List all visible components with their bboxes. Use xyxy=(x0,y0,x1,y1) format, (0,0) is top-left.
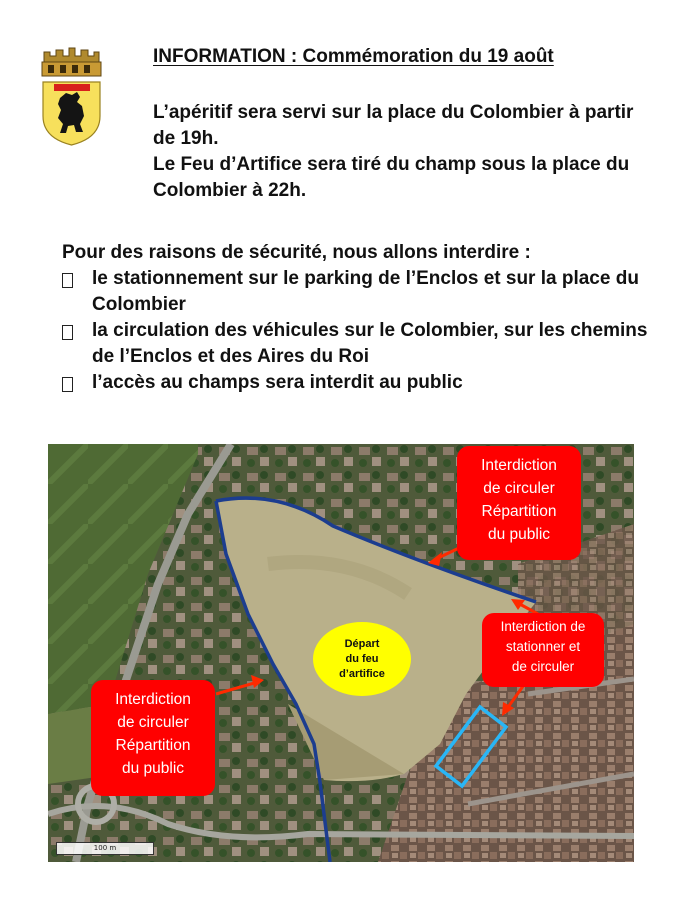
aperitif-line: L’apéritif sera servi sur la place du Colombier à partir de 19h. xyxy=(153,102,634,149)
aerial-map xyxy=(48,444,634,862)
fireworks-line: Le Feu d’Artifice sera tiré du champ sous la place du Colombier à 22h. xyxy=(153,154,630,201)
intro-text xyxy=(153,100,653,204)
coat-of-arms-icon xyxy=(36,46,106,146)
list-item: la circulation des véhicules sur le Colombier, sur les chemins de l’Enclos et des Aires du Roi xyxy=(62,318,662,370)
list-item: l’accès au champs sera interdit au public xyxy=(62,370,662,396)
restriction-list xyxy=(62,266,662,396)
fireworks-launch-marker: Départ du feu d’artifice xyxy=(313,622,411,696)
page-title: INFORMATION : Commémoration du 19 août xyxy=(153,46,554,67)
map-scale: 100 m xyxy=(56,842,154,855)
security-section xyxy=(62,240,662,396)
bullet-box-icon xyxy=(62,273,73,288)
security-heading: Pour des raisons de sécurité, nous allons interdire : xyxy=(62,242,531,263)
list-item: le stationnement sur le parking de l’Enclos et sur la place du Colombier xyxy=(62,266,662,318)
bullet-box-icon xyxy=(62,377,73,392)
callout-no-traffic-left: Interdiction de circuler Répartition du public xyxy=(91,680,215,796)
callout-no-parking: Interdiction de stationner et de circuler xyxy=(482,613,604,687)
bullet-box-icon xyxy=(62,325,73,340)
callout-no-traffic-top: Interdiction de circuler Répartition du public xyxy=(457,446,581,560)
